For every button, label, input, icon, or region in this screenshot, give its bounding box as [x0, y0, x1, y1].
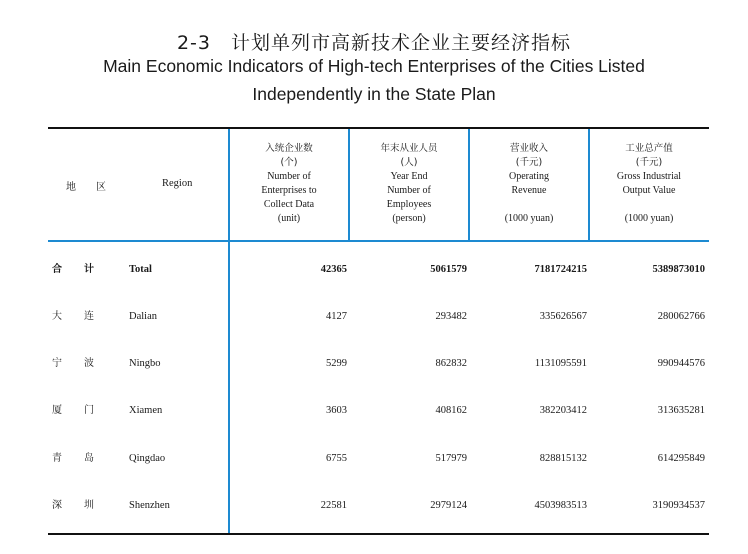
table-row — [48, 401, 709, 421]
output-value: 614295849 — [657, 453, 705, 464]
table-row — [48, 496, 709, 516]
table-row — [48, 449, 709, 469]
enterprises-value: 6755 — [326, 453, 347, 464]
revenue-value: 7181724215 — [534, 264, 587, 275]
table-title-english-line1: Main Economic Indicators of High-tech Enterprises of the Cities Listed — [103, 56, 645, 76]
table-header-rule — [48, 240, 709, 242]
employees-value: 2979124 — [430, 500, 467, 511]
region-english: Dalian — [129, 311, 157, 322]
output-value: 3190934537 — [652, 500, 705, 511]
revenue-value: 1131095591 — [534, 358, 587, 369]
output-value: 313635281 — [657, 405, 705, 416]
region-chinese: 深圳 — [52, 500, 116, 511]
table-row — [48, 354, 709, 374]
employees-value: 293482 — [435, 311, 467, 322]
revenue-value: 4503983513 — [534, 500, 587, 511]
column-header-gross-output: 工业总产值 (千元) Gross Industrial Output Value (1000 yuan) — [616, 143, 682, 224]
region-chinese: 厦门 — [52, 405, 116, 416]
column-header-enterprises: 入统企业数 (个) Number of Enterprises to Collect Data (unit) — [261, 143, 317, 224]
enterprises-value: 3603 — [326, 405, 347, 416]
region-english: Qingdao — [129, 453, 166, 464]
table-row-total — [48, 260, 709, 280]
column-header-operating-revenue: 营业收入 (千元) Operating Revenue (1000 yuan) — [504, 143, 554, 224]
enterprises-value: 5299 — [326, 358, 347, 369]
output-value: 5389873010 — [652, 264, 705, 275]
revenue-value: 382203412 — [539, 405, 587, 416]
employees-value: 517979 — [435, 453, 467, 464]
table-bottom-rule — [48, 533, 709, 535]
table-row — [48, 307, 709, 327]
region-chinese: 宁波 — [52, 358, 116, 369]
enterprises-value: 42365 — [320, 264, 347, 275]
region-english: Ningbo — [129, 358, 161, 369]
region-english: Shenzhen — [129, 500, 170, 511]
revenue-value: 828815132 — [539, 453, 587, 464]
revenue-value: 335626567 — [539, 311, 587, 322]
table-title-chinese: 2-3 计划单列市高新技术企业主要经济指标 — [176, 32, 572, 54]
region-chinese: 合计 — [52, 264, 116, 275]
employees-value: 862832 — [435, 358, 467, 369]
table-top-rule — [48, 127, 709, 129]
table-title-english-line2: Independently in the State Plan — [252, 84, 496, 104]
region-header-chinese: 地区 — [66, 182, 126, 193]
region-chinese: 青岛 — [52, 453, 116, 464]
enterprises-value: 22581 — [320, 500, 347, 511]
employees-value: 5061579 — [430, 264, 467, 275]
region-header-english: Region — [162, 178, 193, 189]
output-value: 280062766 — [657, 311, 705, 322]
region-english: Total — [129, 264, 152, 275]
region-english: Xiamen — [129, 405, 163, 416]
output-value: 990944576 — [657, 358, 705, 369]
enterprises-value: 4127 — [326, 311, 347, 322]
employees-value: 408162 — [435, 405, 467, 416]
region-chinese: 大连 — [52, 311, 116, 322]
column-header-employees: 年末从业人员 (人) Year End Number of Employees (person) — [380, 143, 438, 224]
